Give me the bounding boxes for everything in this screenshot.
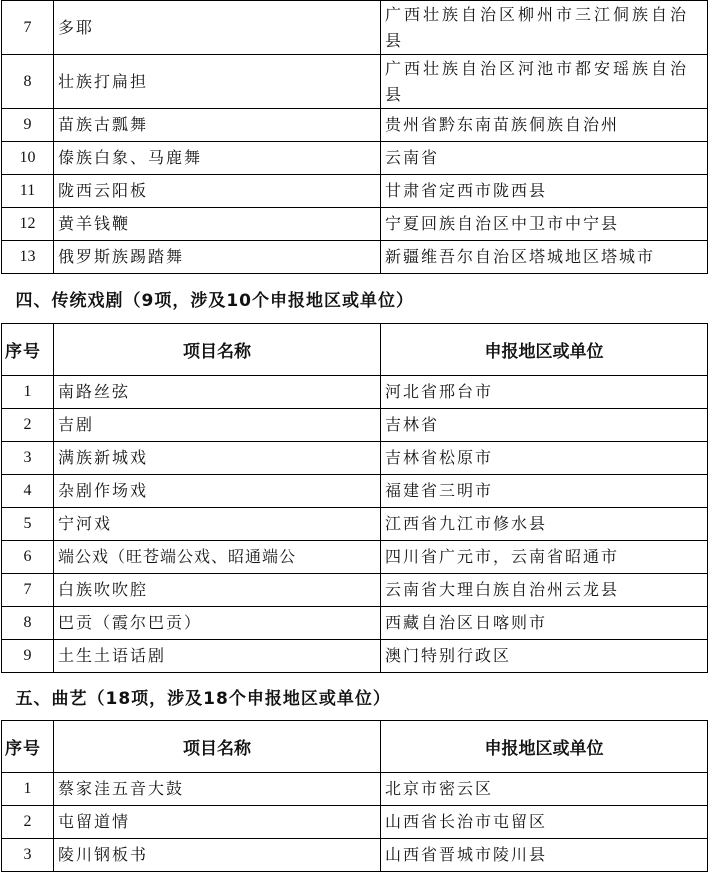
region: 新疆维吾尔自治区塔城地区塔城市 bbox=[381, 241, 708, 274]
project-name: 杂剧作场戏 bbox=[54, 475, 381, 508]
table-row bbox=[2, 640, 708, 673]
row-number: 8 bbox=[2, 55, 54, 109]
row-number: 1 bbox=[2, 376, 54, 409]
region: 宁夏回族自治区中卫市中宁县 bbox=[381, 208, 708, 241]
row-number: 5 bbox=[2, 508, 54, 541]
region: 甘肃省定西市陇西县 bbox=[381, 175, 708, 208]
table-row bbox=[2, 541, 708, 574]
row-number: 11 bbox=[2, 175, 54, 208]
table-row bbox=[2, 109, 708, 142]
project-name: 白族吹吹腔 bbox=[54, 574, 381, 607]
project-name: 陵川钢板书 bbox=[54, 839, 381, 872]
table-header-row bbox=[2, 721, 708, 773]
row-number: 6 bbox=[2, 541, 54, 574]
region: 贵州省黔东南苗族侗族自治州 bbox=[381, 109, 708, 142]
section-heading bbox=[2, 274, 708, 324]
region: 云南省 bbox=[381, 142, 708, 175]
region: 山西省晋城市陵川县 bbox=[381, 839, 708, 872]
region: 云南省大理白族自治州云龙县 bbox=[381, 574, 708, 607]
region: 广西壮族自治区河池市都安瑶族自治县 bbox=[381, 55, 708, 109]
table-row bbox=[2, 208, 708, 241]
project-name: 南路丝弦 bbox=[54, 376, 381, 409]
project-name: 黄羊钱鞭 bbox=[54, 208, 381, 241]
table-row bbox=[2, 607, 708, 640]
table-row bbox=[2, 806, 708, 839]
row-number: 13 bbox=[2, 241, 54, 274]
heritage-table bbox=[1, 0, 708, 872]
region: 山西省长治市屯留区 bbox=[381, 806, 708, 839]
row-number: 2 bbox=[2, 409, 54, 442]
table-row bbox=[2, 376, 708, 409]
header-region: 申报地区或单位 bbox=[381, 721, 708, 773]
section-heading bbox=[2, 673, 708, 721]
project-name: 苗族古瓢舞 bbox=[54, 109, 381, 142]
project-name: 巴贡（霞尔巴贡） bbox=[54, 607, 381, 640]
region: 西藏自治区日喀则市 bbox=[381, 607, 708, 640]
row-number: 12 bbox=[2, 208, 54, 241]
header-seq: 序号 bbox=[2, 324, 54, 376]
project-name: 多耶 bbox=[54, 1, 381, 55]
region: 四川省广元市，云南省昭通市 bbox=[381, 541, 708, 574]
project-name: 蔡家洼五音大鼓 bbox=[54, 773, 381, 806]
project-name: 屯留道情 bbox=[54, 806, 381, 839]
table-row bbox=[2, 1, 708, 55]
table-header-row bbox=[2, 324, 708, 376]
region: 吉林省松原市 bbox=[381, 442, 708, 475]
table-row bbox=[2, 839, 708, 872]
project-name: 陇西云阳板 bbox=[54, 175, 381, 208]
row-number: 9 bbox=[2, 640, 54, 673]
row-number: 4 bbox=[2, 475, 54, 508]
row-number: 8 bbox=[2, 607, 54, 640]
project-name: 吉剧 bbox=[54, 409, 381, 442]
row-number: 3 bbox=[2, 839, 54, 872]
region: 河北省邢台市 bbox=[381, 376, 708, 409]
table-row bbox=[2, 175, 708, 208]
header-region: 申报地区或单位 bbox=[381, 324, 708, 376]
project-name: 傣族白象、马鹿舞 bbox=[54, 142, 381, 175]
table-row bbox=[2, 574, 708, 607]
table-row bbox=[2, 508, 708, 541]
region: 福建省三明市 bbox=[381, 475, 708, 508]
header-seq: 序号 bbox=[2, 721, 54, 773]
table-row bbox=[2, 409, 708, 442]
row-number: 1 bbox=[2, 773, 54, 806]
project-name: 端公戏（旺苍端公戏、昭通端公 bbox=[54, 541, 381, 574]
region: 吉林省 bbox=[381, 409, 708, 442]
region: 北京市密云区 bbox=[381, 773, 708, 806]
table-row bbox=[2, 773, 708, 806]
row-number: 7 bbox=[2, 574, 54, 607]
table-row bbox=[2, 241, 708, 274]
section-title: 五、曲艺（18项，涉及18个申报地区或单位） bbox=[2, 673, 708, 721]
header-name: 项目名称 bbox=[54, 324, 381, 376]
row-number: 9 bbox=[2, 109, 54, 142]
region: 广西壮族自治区柳州市三江侗族自治县 bbox=[381, 1, 708, 55]
region: 澳门特别行政区 bbox=[381, 640, 708, 673]
region: 江西省九江市修水县 bbox=[381, 508, 708, 541]
project-name: 俄罗斯族踢踏舞 bbox=[54, 241, 381, 274]
project-name: 宁河戏 bbox=[54, 508, 381, 541]
table-row bbox=[2, 475, 708, 508]
row-number: 2 bbox=[2, 806, 54, 839]
project-name: 土生土语话剧 bbox=[54, 640, 381, 673]
project-name: 满族新城戏 bbox=[54, 442, 381, 475]
header-name: 项目名称 bbox=[54, 721, 381, 773]
table-row bbox=[2, 442, 708, 475]
row-number: 10 bbox=[2, 142, 54, 175]
project-name: 壮族打扁担 bbox=[54, 55, 381, 109]
table-row bbox=[2, 55, 708, 109]
section-title: 四、传统戏剧（9项，涉及10个申报地区或单位） bbox=[2, 274, 708, 324]
table-row bbox=[2, 142, 708, 175]
row-number: 3 bbox=[2, 442, 54, 475]
row-number: 7 bbox=[2, 1, 54, 55]
